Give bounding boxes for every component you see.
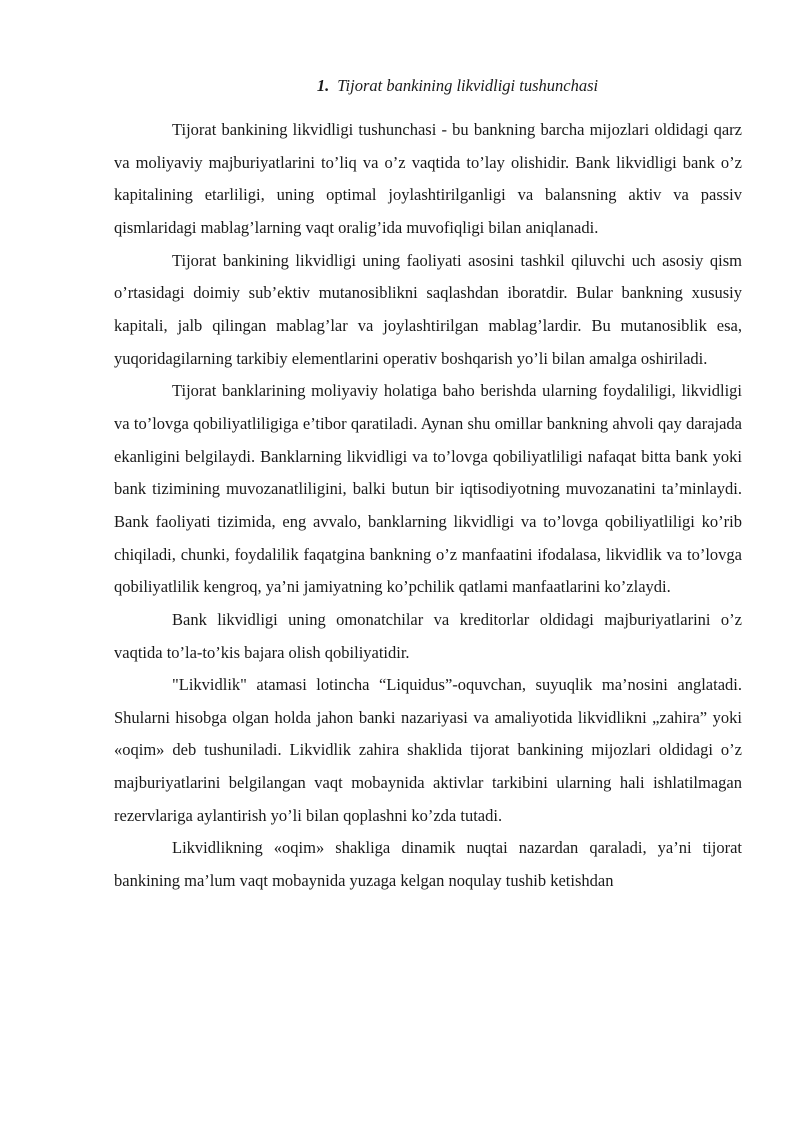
paragraph-6: Likvidlikning «oqim» shakliga dinamik nuqtai nazardan qaraladi, ya’ni tijorat bankining ma’lum vaqt mobaynida yuzaga kelgan noqulay tushib ketishdan (114, 838, 742, 891)
paragraph-4: Bank likvidligi uning omonatchilar va kreditorlar oldidagi majburiyatlarini o’z vaqtida to’la-to’kis bajara olish qobiliyatidir. (114, 609, 742, 662)
section-heading (0, 74, 800, 98)
section-title: Tijorat bankining likvidligi tushunchasi (337, 76, 599, 95)
document-body (114, 114, 742, 898)
paragraph-5: "Likvidlik" atamasi lotincha “Liquidus”-oquvchan, suyuqlik ma’nosini anglatadi. Shularni hisobga olgan holda jahon banki nazariyasi va amaliyotida likvidlikni „zahira” yoki «oqim» deb tushuniladi. Likvidlik zahira shaklida tijorat bankining mijozlari oldidagi o’z majburiyatlarini belgilangan vaqt mobaynida aktivlar tarkibini ularning hali ishlatilmagan rezervlariga aylantirish yo’li bilan qoplashni ko’zda tutadi. (114, 675, 742, 825)
section-number: 1. (316, 76, 330, 95)
paragraph-2: Tijorat bankining likvidligi uning faoliyati asosini tashkil qiluvchi uch asosiy qism o’rtasidagi doimiy sub’ektiv mutanosiblikni saqlashdan iboratdir. Bular bankning xususiy kapitali, jalb qilingan mablag’lar va joylashtirilgan mablag’lardir. Bu mutanosiblik esa, yuqoridagilarning tarkibiy elementlarini operativ boshqarish yo’li bilan amalga oshiriladi. (114, 250, 742, 368)
paragraph-3: Tijorat banklarining moliyaviy holatiga baho berishda ularning foydaliligi, likvidligi va to’lovga qobiliyatliligiga e’tibor qaratiladi. Aynan shu omillar bankning ahvoli qay darajada ekanligini belgilaydi. Banklarning likvidligi va to’lovga qobiliyatliligi nafaqat bitta bank yoki bank tizimining muvozanatliligini, balki butun bir iqtisodiyotning muvozanatini ta’minlaydi. Bank faoliyati tizimida, eng avvalo, banklarning likvidligi va to’lovga qobiliyatliligi ko’rib chiqiladi, chunki, foydalilik faqatgina bankning o’z manfaatini ifodalasa, likvidlik va to’lovga qobiliyatlilik kengroq, ya’ni jamiyatning ko’pchilik qatlami manfaatlarini ko’zlaydi. (114, 381, 742, 597)
paragraph-1: Tijorat bankining likvidligi tushunchasi - bu bankning barcha mijozlari oldidagi qarz va moliyaviy majburiyatlarini to’liq va o’z vaqtida to’lay olishidir. Bank likvidligi bank o’z kapitalining etarliligi, uning optimal joylashtirilganligi va balansning aktiv va passiv qismlaridagi mablag’larning vaqt oralig’ida muvofiqligi bilan aniqlanadi. (114, 120, 742, 237)
